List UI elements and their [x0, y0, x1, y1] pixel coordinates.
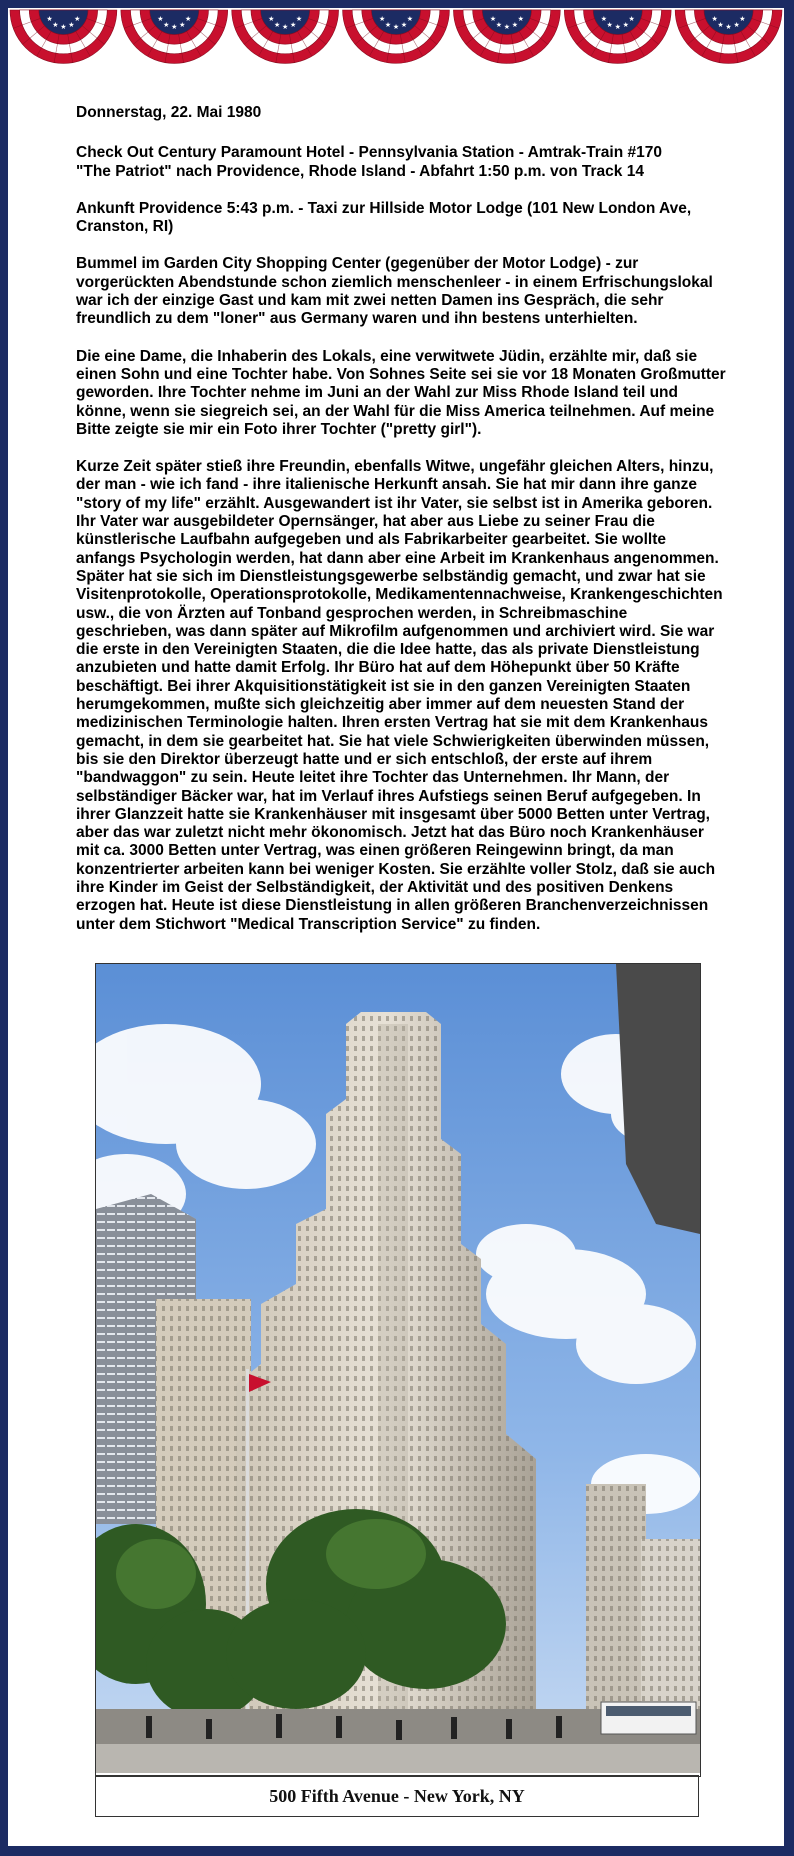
svg-text:★: ★: [163, 21, 170, 29]
svg-text:★: ★: [378, 16, 386, 24]
svg-text:★: ★: [400, 21, 408, 29]
svg-text:★: ★: [268, 16, 275, 24]
svg-text:★: ★: [733, 21, 740, 29]
svg-text:★: ★: [392, 24, 400, 32]
svg-text:★: ★: [503, 24, 510, 32]
svg-text:★: ★: [517, 16, 524, 24]
svg-text:★: ★: [171, 24, 178, 32]
svg-text:★: ★: [273, 21, 281, 29]
svg-text:★: ★: [60, 24, 67, 32]
bunting-fan: [564, 10, 671, 63]
svg-text:★: ★: [717, 21, 724, 29]
svg-text:★: ★: [384, 21, 392, 29]
bunting-fan: [121, 10, 228, 63]
paragraph-1: Bummel im Garden City Shopping Center (gegenüber der Motor Lodge) - zur vorgerückten Abendstunde schon ziemlich menschenleer - in einem Erfrischungslokal war ich der einzige Gast und kam mit zwei netten Damen ins Gespräch, die sehr freundlich zu dem "loner" aus Germany waren und ihn bestens unterhielten.: [76, 255, 713, 328]
patriotic-bunting-icon: [8, 8, 784, 72]
svg-text:★: ★: [739, 16, 746, 24]
travel-info: [76, 144, 726, 181]
skyscraper-illustration: [96, 964, 700, 1773]
svg-text:★: ★: [52, 21, 59, 29]
svg-text:★: ★: [46, 16, 53, 24]
entry-date: Donnerstag, 22. Mai 1980: [76, 104, 262, 121]
svg-text:★: ★: [511, 21, 519, 29]
svg-text:★: ★: [614, 24, 621, 32]
svg-text:★: ★: [622, 21, 629, 29]
svg-text:★: ★: [489, 16, 497, 24]
page-frame: [8, 8, 784, 1846]
travel-line-2: "The Patriot" nach Providence, Rhode Island - Abfahrt 1:50 p.m. von Track 14: [76, 162, 644, 180]
svg-text:★: ★: [282, 24, 289, 32]
bunting-fan: [232, 10, 339, 63]
bunting-fan: [10, 10, 117, 63]
svg-text:★: ★: [157, 16, 164, 24]
svg-text:★: ★: [290, 21, 297, 29]
bunting-fan: [675, 10, 782, 63]
paragraph-2: Die eine Dame, die Inhaberin des Lokals, eine verwitwete Jüdin, erzählte mir, daß sie einen Sohn und eine Tochter habe. Von Sohnes Seite sei sie vor 18 Monaten Großmutter geworden. Ihre Tochter nehme im Juni an der Wahl zur Miss Rhode Island teil und könne, wenn sie siegreich sei, an der Wahl für die Miss America teilnehmen. Auf meine Bitte zeigte sie mir ein Foto ihrer Tochter ("pretty girl").: [76, 347, 726, 438]
svg-text:★: ★: [495, 21, 502, 29]
arrival-info: Ankunft Providence 5:43 p.m. - Taxi zur Hillside Motor Lodge (101 New London Ave, Cranston, RI): [76, 199, 692, 236]
building-photo: [95, 963, 701, 1777]
svg-text:★: ★: [725, 24, 732, 32]
bunting-fan: [453, 10, 560, 63]
svg-text:★: ★: [74, 16, 81, 24]
svg-text:★: ★: [600, 16, 607, 24]
svg-text:★: ★: [295, 16, 303, 24]
travel-line-1: Check Out Century Paramount Hotel - Pennsylvania Station - Amtrak-Train #170: [76, 144, 662, 162]
svg-text:★: ★: [606, 21, 613, 29]
svg-text:★: ★: [406, 16, 414, 24]
paragraph-3: Kurze Zeit später stieß ihre Freundin, ebenfalls Witwe, ungefähr gleichen Alters, hinzu, der man - wie ich fand - ihre italienische Herkunft ansah. Sie hat mir dann ihre ganze "story of my life" erzählt. Ausgewandert ist ihr Vater, sie selbst ist in Amerika geboren. Ihr Vater war ausgebildeter Opernsänger, hat aber aus Liebe zu seiner Frau die künstlerische Laufbahn aufgegeben und als Fabrikarbeiter gearbeitet. Sie wollte anfangs Psychologin werden, hat dann aber eine Arbeit im Krankenhaus angenommen. Später hat sie sich im Dienstleistungsgewerbe selbständig gemacht, und zwar hat sie Visitenprotokolle, Operationsprotokolle, Medikamentennachweise, Krankengeschichten usw., die von Ärzten auf Tonband gesprochen werden, in Schreibmaschine geschrieben, was dann später auf Mikrofilm aufgenommen und archiviert wird. Sie war die erste in den Vereinigten Staaten, die die Idee hatte, das als private Dienstleistung anzubieten und hatte damit Erfolg. Ihr Büro hat auf dem Höhepunkt über 50 Kräfte beschäftigt. Bei ihrer Akquisitionstätigkeit ist sie in den ganzen Vereinigten Staaten herumgekommen, mußte sich gleichzeitig aber immer auf dem neuesten Stand der medizinischen Terminologie halten. Ihren ersten Vertrag hat sie mit dem Krankenhaus gemacht, in dem sie gearbeitet hat. Sie hat viele Schwierigkeiten überwinden müssen, bis sie den Direktor überzeugt hatte und er sich entschloß, der erste auf ihrem "bandwaggon" zu sein. Heute leitet ihre Tochter das Unternehmen. Ihr Mann, der selbständiger Bäcker war, hat im Verlauf ihres Aufstiegs seinen Beruf aufgegeben. In ihrer Glanzzeit hatte sie Krankenhäuser mit insgesamt über 5000 Betten unter Vertrag, aber das war zuletzt nicht mehr ökonomisch. Jetzt hat das Büro noch Krankenhäuser mit ca. 3000 Betten unter Vertrag, was einen größeren Reingewinn bringt, da man konzentrierter arbeiten kann bei weniger Kosten. Sie erzählte voller Stolz, daß sie auch ihre Kinder im Geist der Selbständigkeit, der Aktivität und des positiven Denkens erzogen hat. Heute ist diese Dienstleistung in allen größeren Branchenverzeichnissen unter dem Stichwort "Medical Transcription Service" zu finden.: [76, 458, 723, 933]
diary-entry: [76, 104, 726, 953]
svg-text:★: ★: [179, 21, 186, 29]
bunting-fan: [343, 10, 450, 63]
svg-text:★: ★: [185, 16, 192, 24]
svg-text:★: ★: [68, 21, 75, 29]
photo-caption: 500 Fifth Avenue - New York, NY: [95, 1775, 699, 1817]
svg-text:★: ★: [711, 16, 718, 24]
svg-text:★: ★: [628, 16, 635, 24]
